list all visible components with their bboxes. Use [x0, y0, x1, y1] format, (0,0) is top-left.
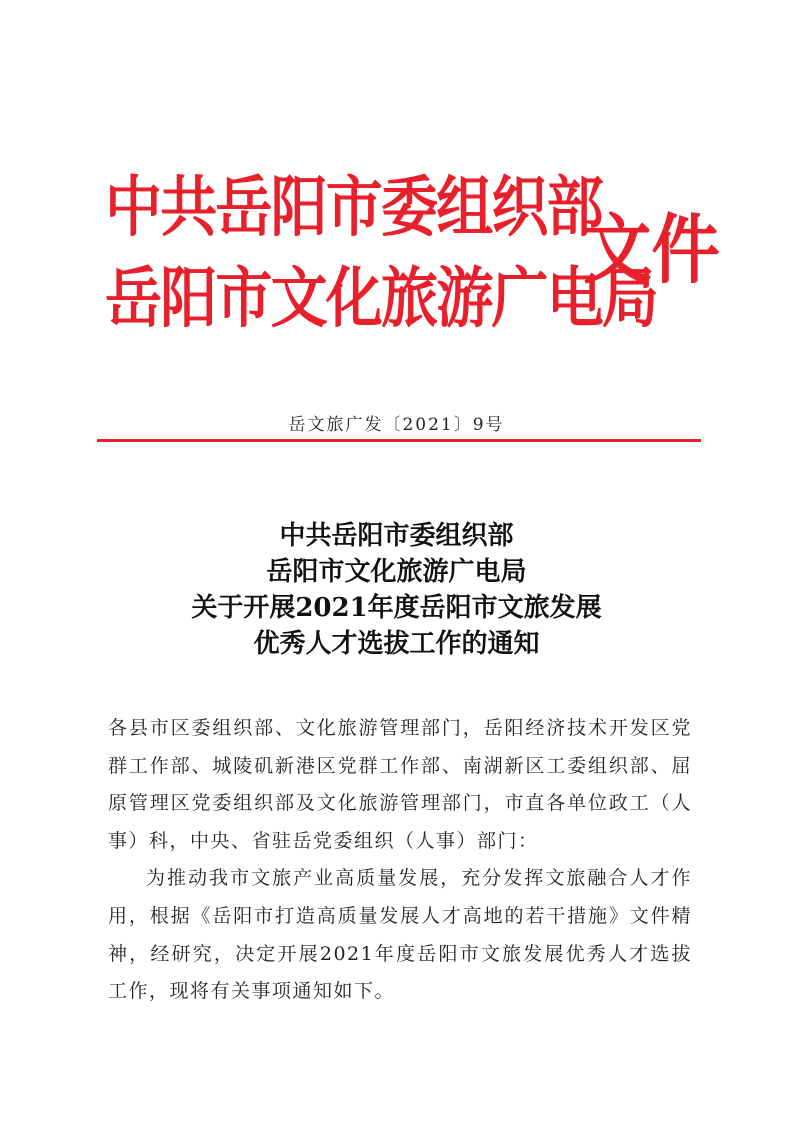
title-line-1: 中共岳阳市委组织部	[279, 521, 514, 551]
title-line-4: 优秀人才选拔工作的通知	[253, 629, 540, 659]
issuing-org-2: 岳阳市文化旅游广电局	[105, 259, 658, 337]
document-number: 岳文旅广发〔2021〕9号	[288, 415, 505, 435]
notice-body	[108, 710, 692, 1011]
body-paragraph-1: 为推动我市文旅产业高质量发展，充分发挥文旅融合人才作用，根据《岳阳市打造高质量发展人才高地的若干措施》文件精神，经研究，决定开展2021年度岳阳市文旅发展优秀人才选拔工作，现将有关事项通知如下。	[108, 867, 692, 1003]
title-line-3: 关于开展2021年度岳阳市文旅发展	[191, 593, 602, 623]
document-label: 文件	[583, 205, 720, 294]
red-header-masthead	[0, 0, 793, 360]
notice-title	[0, 518, 793, 662]
issuing-org-1: 中共岳阳市委组织部	[105, 168, 602, 246]
title-line-2: 岳阳市文化旅游广电局	[266, 557, 527, 587]
addressee-paragraph: 各县市区委组织部、文化旅游管理部门，岳阳经济技术开发区党群工作部、城陵矶新港区党群工作部、南湖新区工委组织部、屈原管理区党委组织部及文化旅游管理部门，市直各单位政工（人事）科，中央、省驻岳党委组织（人事）部门：	[108, 717, 692, 852]
red-separator-line	[97, 439, 701, 442]
